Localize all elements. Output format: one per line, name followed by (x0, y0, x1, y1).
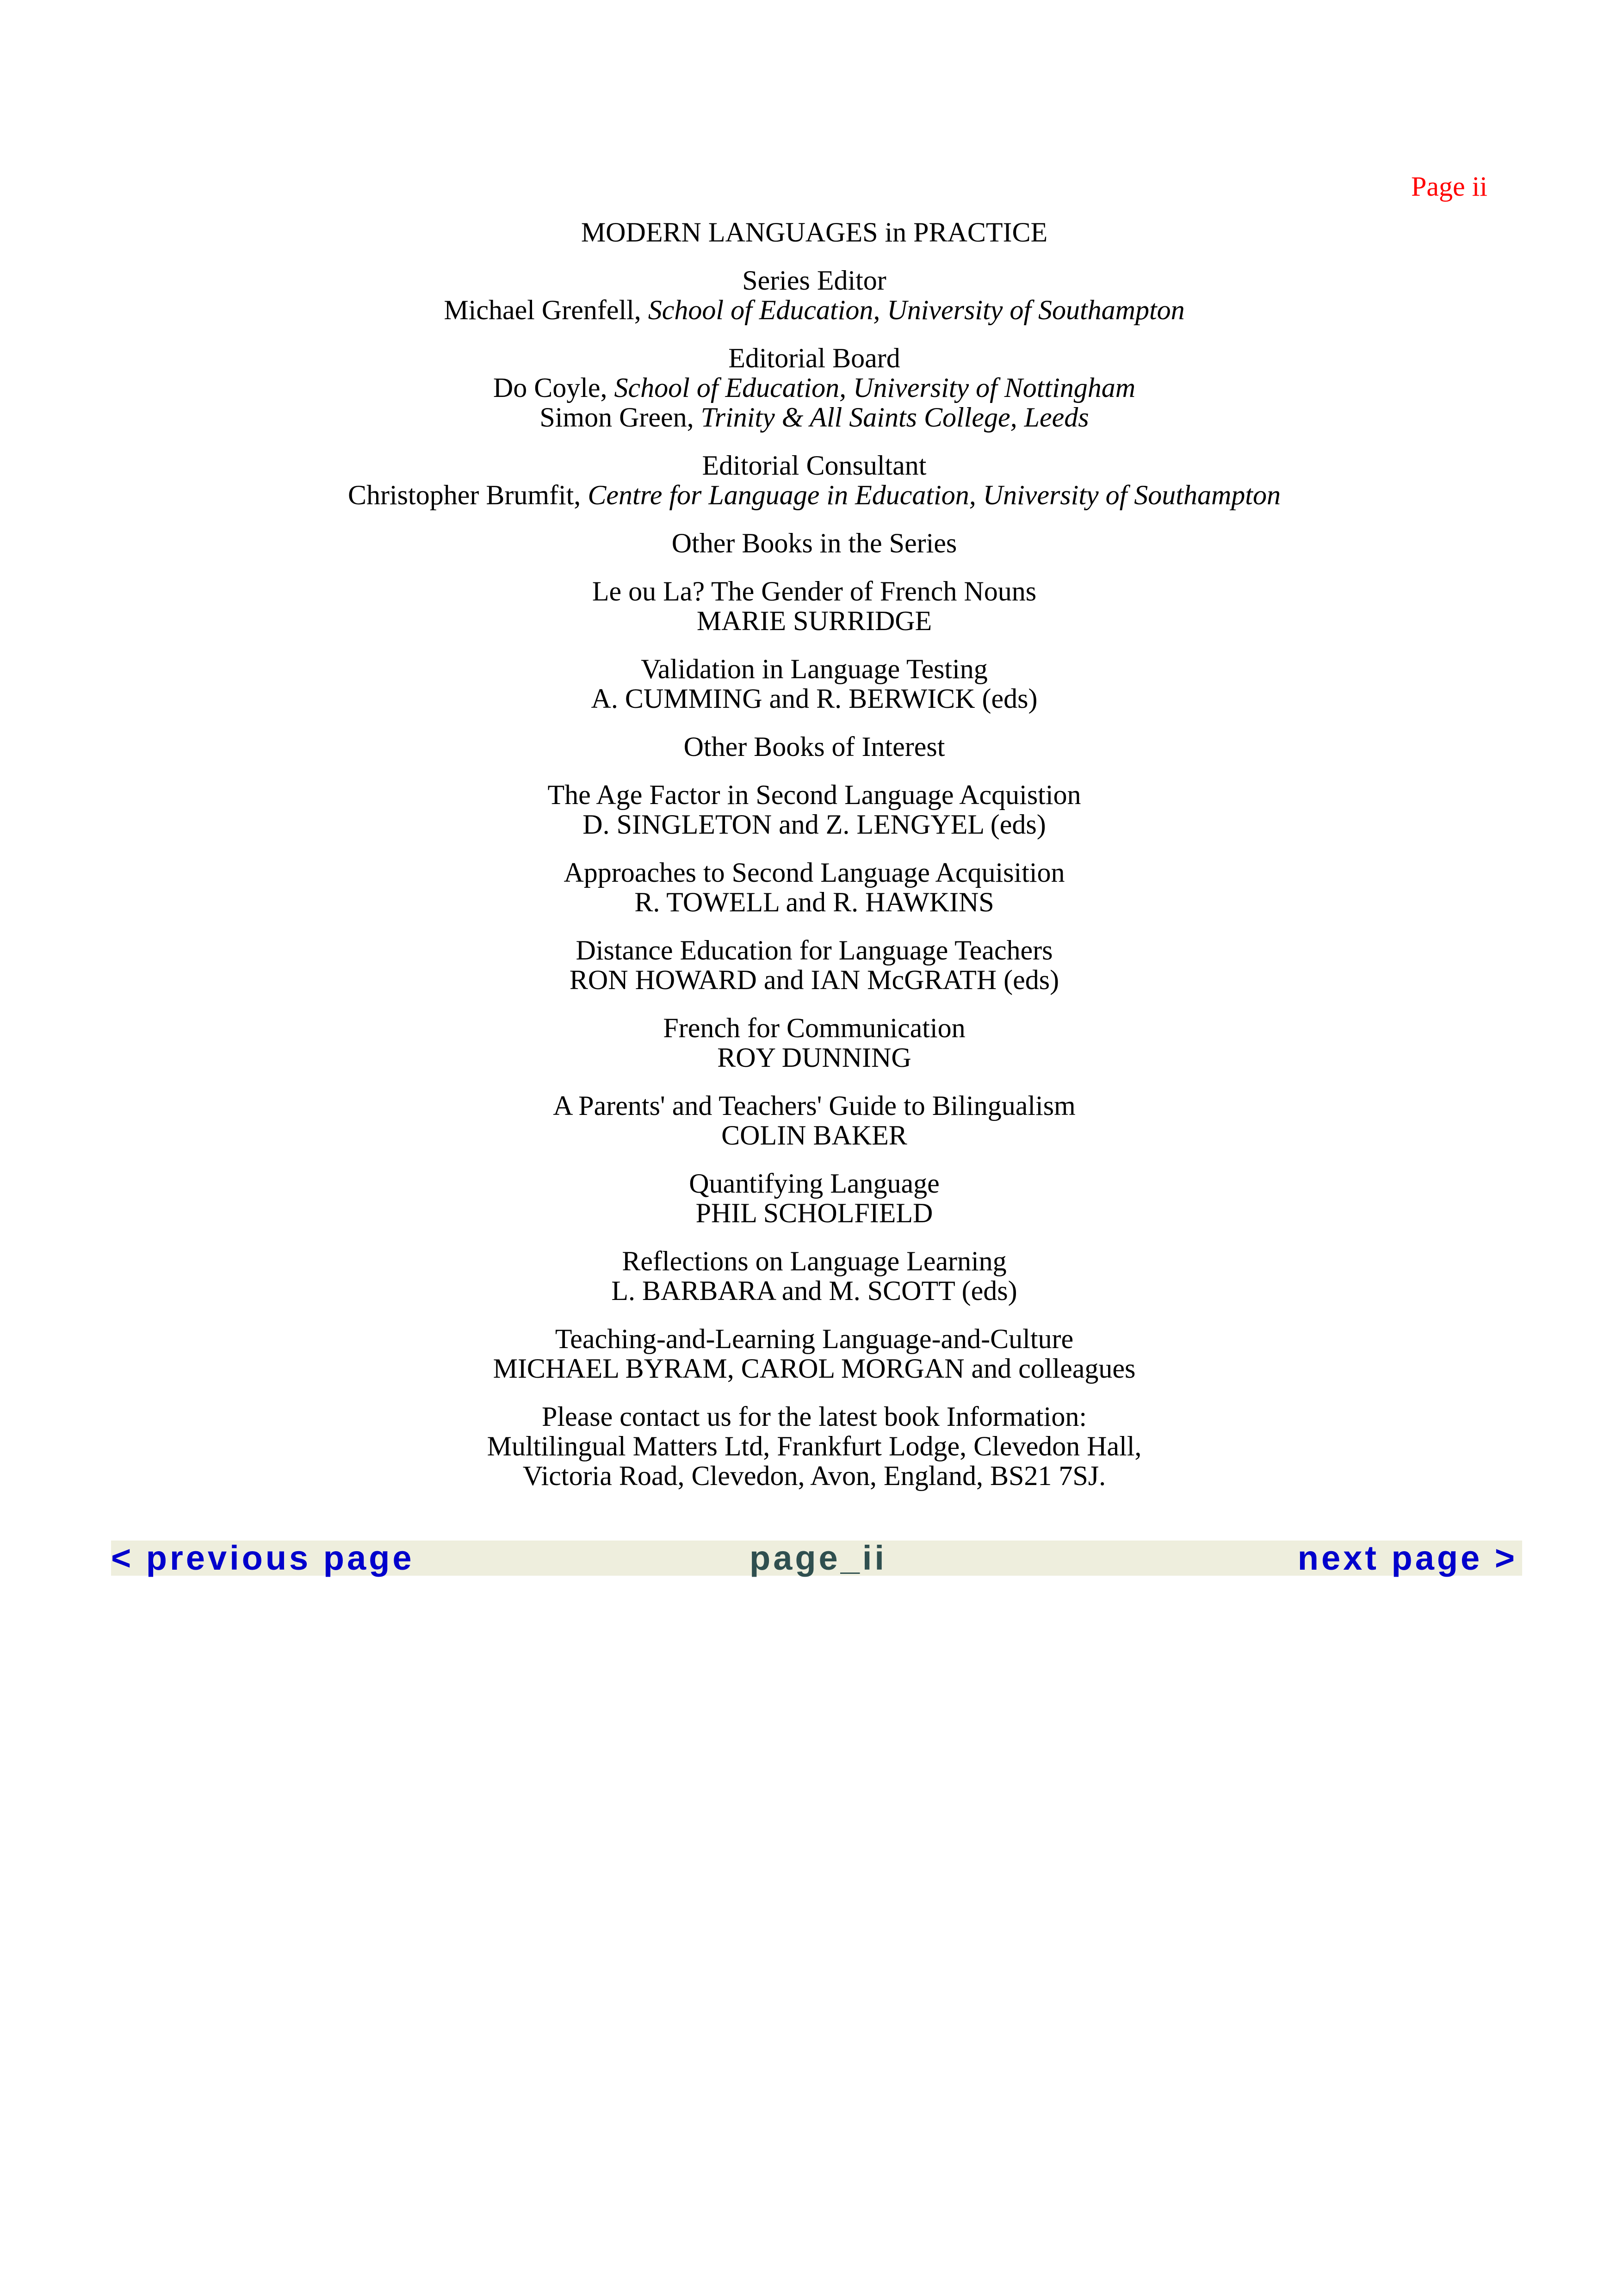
consultant-name: Christopher Brumfit, (348, 480, 581, 510)
book-author: COLIN BAKER (721, 1120, 907, 1151)
editorial-board-heading: Editorial Board (728, 343, 900, 373)
book-title: Teaching-and-Learning Language-and-Culture (555, 1324, 1074, 1354)
contact-line: Please contact us for the latest book Information: (542, 1401, 1087, 1432)
book-author: RON HOWARD and IAN McGRATH (eds) (569, 965, 1059, 995)
book-title: Le ou La? The Gender of French Nouns (592, 576, 1037, 606)
series-title-block (111, 217, 1518, 247)
series-title: MODERN LANGUAGES in PRACTICE (581, 217, 1048, 248)
page-id-label: page_ii (750, 1539, 887, 1577)
book-entry (111, 1091, 1518, 1150)
book-title: Validation in Language Testing (641, 654, 988, 684)
series-books-heading: Other Books in the Series (671, 528, 957, 558)
board-member-name: Do Coyle, (493, 372, 607, 403)
next-page-link[interactable]: next page > (1297, 1539, 1518, 1577)
series-editor-line (111, 295, 1518, 325)
book-author: PHIL SCHOLFIELD (695, 1198, 933, 1228)
book-author: D. SINGLETON and Z. LENGYEL (eds) (582, 809, 1046, 840)
book-title: The Age Factor in Second Language Acquistion (547, 780, 1081, 810)
consultant-affiliation: Centre for Language in Education, University of Southampton (588, 480, 1281, 510)
board-member (111, 402, 1518, 432)
book-title: A Parents' and Teachers' Guide to Bilingualism (553, 1090, 1076, 1121)
series-editor-heading: Series Editor (742, 265, 886, 296)
editorial-consultant-block (111, 451, 1518, 510)
book-entry (111, 935, 1518, 995)
series-front-matter (111, 217, 1518, 1509)
book-entry (111, 780, 1518, 839)
book-title: Distance Education for Language Teachers (576, 935, 1053, 965)
contact-block (111, 1402, 1518, 1491)
book-author: MICHAEL BYRAM, CAROL MORGAN and colleagues (493, 1353, 1136, 1384)
book-title: French for Communication (663, 1013, 966, 1043)
book-entry (111, 1246, 1518, 1306)
editorial-consultant-heading: Editorial Consultant (702, 450, 927, 481)
book-author: L. BARBARA and M. SCOTT (eds) (611, 1275, 1017, 1306)
board-member-affiliation: School of Education, University of Nottingham (614, 372, 1136, 403)
book-author: ROY DUNNING (717, 1042, 911, 1073)
series-editor-name: Michael Grenfell, (444, 295, 641, 325)
editorial-consultant-line (111, 480, 1518, 510)
page-marker: Page ii (1411, 171, 1487, 202)
editorial-board-block (111, 343, 1518, 432)
book-author: MARIE SURRIDGE (696, 606, 932, 636)
board-member-name: Simon Green, (539, 402, 694, 433)
book-entry (111, 654, 1518, 713)
page-navigation-bar (111, 1541, 1522, 1576)
book-entry (111, 1324, 1518, 1383)
book-entry (111, 858, 1518, 917)
book-author: R. TOWELL and R. HAWKINS (634, 887, 994, 917)
interest-books-heading-block (111, 732, 1518, 761)
book-entry (111, 576, 1518, 636)
series-books-heading-block (111, 528, 1518, 558)
previous-page-link[interactable]: < previous page (111, 1539, 415, 1577)
book-title: Approaches to Second Language Acquisition (564, 857, 1065, 888)
series-editor-affiliation: School of Education, University of Southampton (648, 295, 1185, 325)
book-title: Reflections on Language Learning (622, 1246, 1007, 1276)
series-editor-block (111, 266, 1518, 325)
interest-books-heading: Other Books of Interest (683, 731, 945, 762)
board-member (111, 373, 1518, 402)
contact-line: Victoria Road, Clevedon, Avon, England, BS21 7SJ. (522, 1461, 1106, 1491)
contact-line: Multilingual Matters Ltd, Frankfurt Lodge, Clevedon Hall, (487, 1431, 1142, 1461)
board-member-affiliation: Trinity & All Saints College, Leeds (700, 402, 1089, 433)
book-title: Quantifying Language (689, 1168, 940, 1199)
book-author: A. CUMMING and R. BERWICK (eds) (591, 683, 1038, 714)
book-entry (111, 1013, 1518, 1072)
book-entry (111, 1169, 1518, 1228)
